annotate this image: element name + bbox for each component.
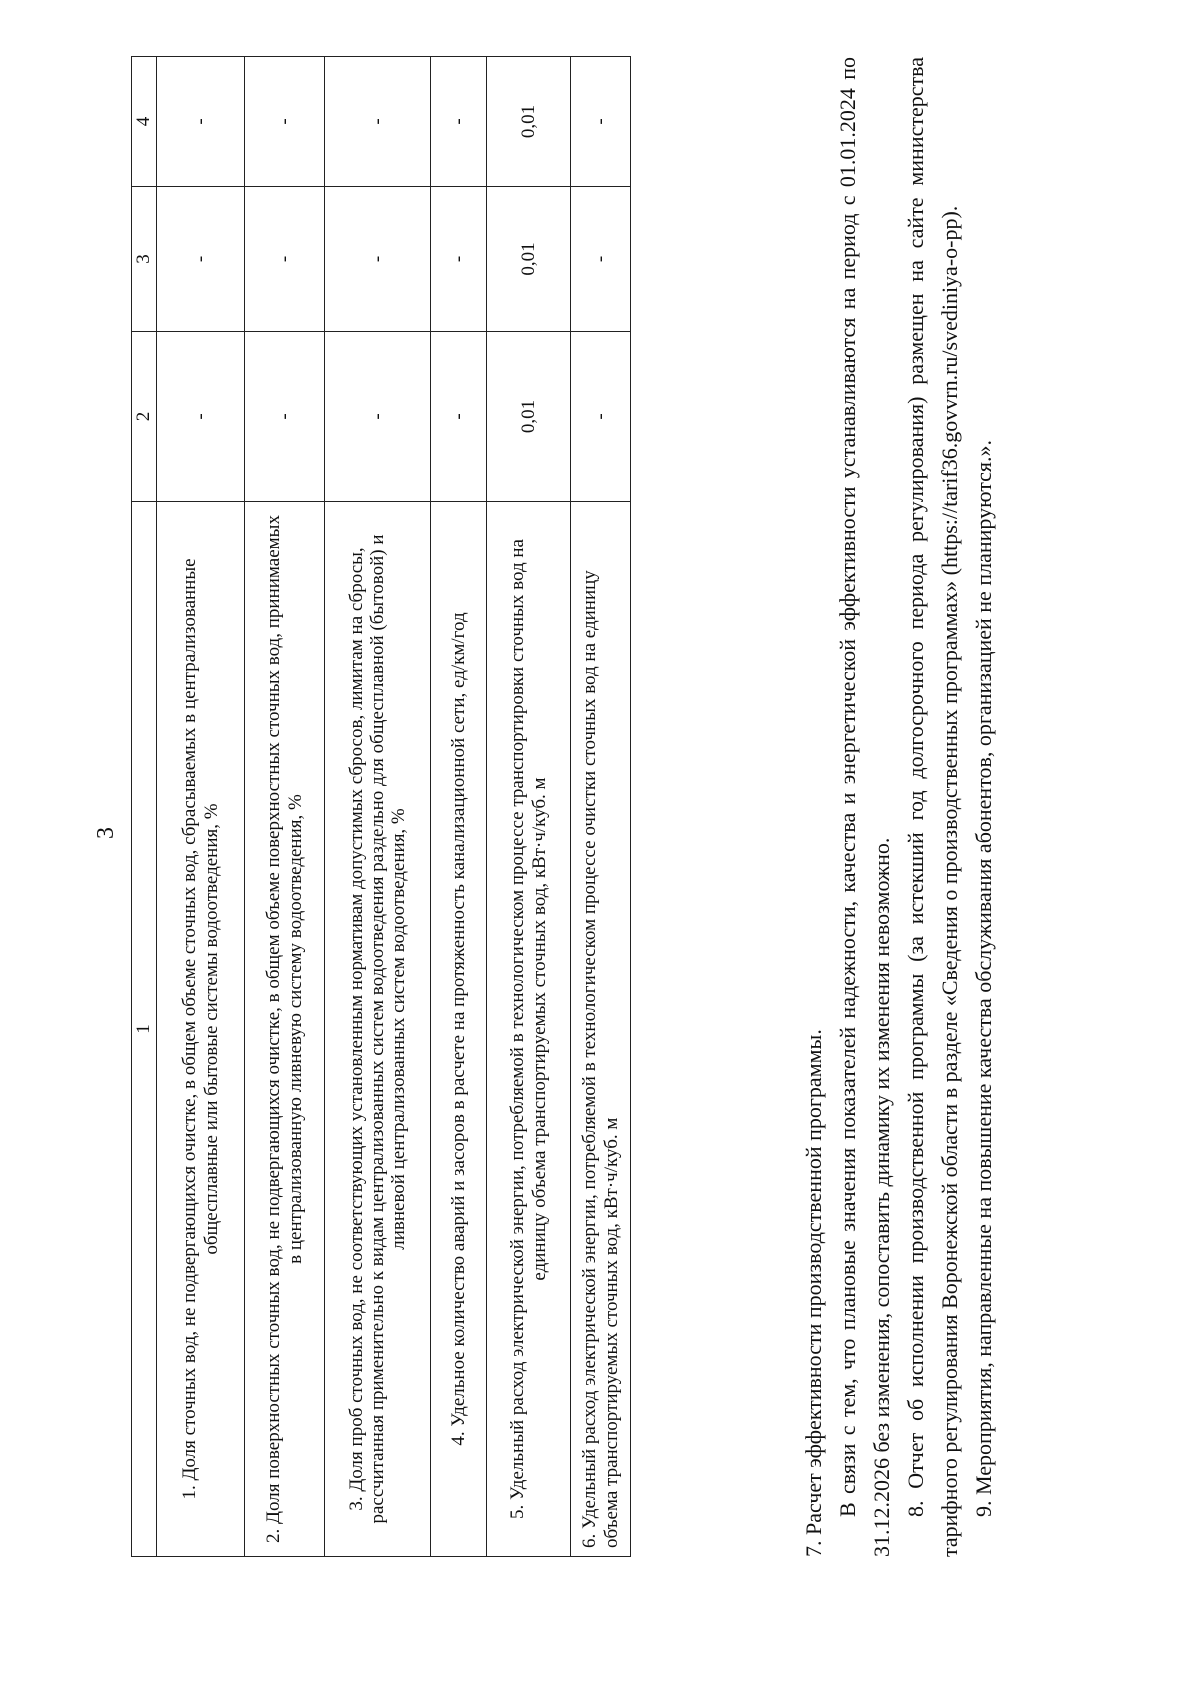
value-col-3: 0,01	[487, 187, 571, 332]
paragraph-efficiency-heading: 7. Расчет эффективности производственной программы.	[801, 1029, 826, 1557]
table-row	[245, 57, 325, 1557]
indicator-name: 2. Доля поверхностных сточных вод, не подвергающихся очистке, в общем объеме поверхностных сточных вод, принимаемых в централизованную ливневую систему водоотведения, %	[245, 502, 325, 1557]
header-col-4: 4	[132, 57, 157, 187]
table-header-row	[132, 57, 157, 1557]
table-row	[325, 57, 431, 1557]
paragraph-measures: 9. Мероприятия, направленные на повышение качества обслуживания абонентов, организацией не планируются.».	[971, 439, 996, 1517]
table-row	[431, 57, 487, 1557]
value-col-4: 0,01	[487, 57, 571, 187]
page-number: 3	[93, 827, 119, 839]
table-row	[571, 57, 631, 1557]
value-col-3: -	[245, 187, 325, 332]
value-col-2: -	[245, 332, 325, 502]
value-col-4: -	[245, 57, 325, 187]
table-row	[157, 57, 245, 1557]
header-col-3: 3	[132, 187, 157, 332]
indicator-name: 4. Удельное количество аварий и засоров в расчете на протяженность канализационной сети, ед/км/год	[431, 502, 487, 1557]
value-col-4: -	[325, 57, 431, 187]
value-col-2: 0,01	[487, 332, 571, 502]
indicator-name: 6. Удельный расход электрической энергии, потребляемой в технологическом процессе очистки сточных вод на единицу объема транспортируемых сточных вод, кВт·ч/куб. м	[571, 502, 631, 1557]
paragraph-efficiency-note: В связи с тем, что плановые значения показателей надежности, качества и энергетической эффективности устанавливаются на период с 01.01.2024 по 31.12.2026 без изменения, сопоставить динамику их изменения невозможно.	[835, 57, 894, 1557]
value-col-4: -	[431, 57, 487, 187]
value-col-4: -	[157, 57, 245, 187]
paragraph-report: 8. Отчет об исполнении производственной программы (за истекший год долгосрочного периода регулирования) размещен на сайте министерства тарифного регулирования Воронежской области в разделе «Сведения о производственных программах» (https://tarif36.govvrn.ru/svediniya-o-pp).	[903, 57, 962, 1557]
value-col-3: -	[571, 187, 631, 332]
body-text	[797, 57, 1001, 1557]
value-col-2: -	[325, 332, 431, 502]
value-col-4: -	[571, 57, 631, 187]
value-col-3: -	[157, 187, 245, 332]
indicators-table	[131, 56, 631, 1557]
document-content	[131, 57, 1200, 1557]
indicator-name: 3. Доля проб сточных вод, не соответствующих установленным нормативам допустимых сбросов, лимитам на сбросы, рассчитанная применительно к видам централизованных систем водоотведения раздельно для общесплавной (бытовой) и ливневой централизованных систем водоотведения, %	[325, 502, 431, 1557]
header-col-1: 1	[132, 502, 157, 1557]
value-col-3: -	[325, 187, 431, 332]
table-row	[487, 57, 571, 1557]
value-col-2: -	[571, 332, 631, 502]
indicator-name: 1. Доля сточных вод, не подвергающихся очистке, в общем объеме сточных вод, сбрасываемых в централизованные общесплавные или бытовые системы водоотведения, %	[157, 502, 245, 1557]
value-col-2: -	[157, 332, 245, 502]
value-col-2: -	[431, 332, 487, 502]
header-col-2: 2	[132, 332, 157, 502]
value-col-3: -	[431, 187, 487, 332]
indicator-name: 5. Удельный расход электрической энергии, потребляемой в технологическом процессе транспортировки сточных вод на единицу объема транспортируемых сточных вод, кВт·ч/куб. м	[487, 502, 571, 1557]
